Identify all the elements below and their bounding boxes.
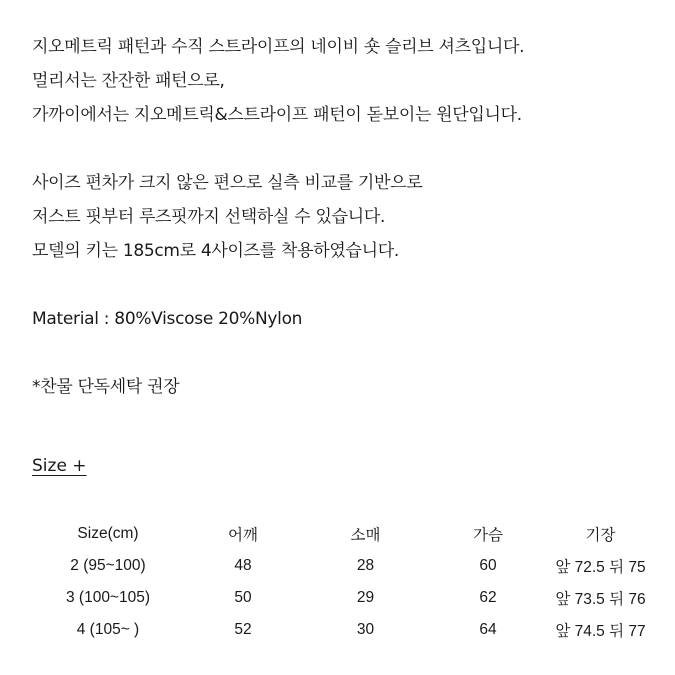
cell-size: 4 (105~ ) — [76, 621, 140, 638]
description-line: 지오메트릭 패턴과 수직 스트라이프의 네이비 숏 슬리브 셔츠입니다. — [32, 37, 525, 57]
product-description — [32, 30, 652, 404]
description-line: 모델의 키는 185cm로 4사이즈를 착용하였습니다. — [32, 241, 399, 261]
column-header-length: 기장 — [585, 527, 616, 544]
cell-sleeve: 28 — [356, 557, 375, 574]
description-line: 가까이에서는 지오메트릭&스트라이프 패턴이 돋보이는 원단입니다. — [32, 105, 522, 125]
cell-length: 앞 72.5 뒤 75 — [555, 559, 646, 576]
description-line: 저스트 핏부터 루즈핏까지 선택하실 수 있습니다. — [32, 207, 386, 227]
description-line: 사이즈 편차가 크지 않은 편으로 실측 비교를 기반으로 — [32, 173, 423, 193]
description-line: 멀리서는 잔잔한 패턴으로, — [32, 71, 225, 91]
cell-length: 앞 73.5 뒤 76 — [555, 591, 646, 608]
cell-chest: 64 — [479, 621, 497, 638]
material-line: Material : 80%Viscose 20%Nylon — [32, 309, 303, 329]
column-header-shoulder: 어깨 — [228, 527, 258, 544]
description-spacer — [32, 132, 652, 166]
table-row — [28, 582, 658, 614]
description-spacer — [32, 268, 652, 302]
cell-size: 2 (95~100) — [70, 557, 146, 574]
cell-shoulder: 48 — [234, 557, 252, 574]
cell-size: 3 (100~105) — [65, 589, 151, 606]
column-header-sleeve: 소매 — [350, 527, 381, 544]
cell-sleeve: 30 — [356, 621, 375, 638]
cell-chest: 62 — [479, 589, 497, 606]
size-section-title: Size + — [32, 456, 87, 476]
table-row — [28, 550, 658, 582]
care-line: *찬물 단독세탁 권장 — [32, 377, 180, 397]
column-header-chest: 가슴 — [473, 527, 503, 544]
table-header-row — [28, 518, 658, 550]
cell-length: 앞 74.5 뒤 77 — [555, 623, 646, 640]
cell-sleeve: 29 — [356, 589, 375, 606]
table-row — [28, 614, 658, 646]
description-spacer — [32, 336, 652, 370]
cell-shoulder: 50 — [234, 589, 252, 606]
cell-shoulder: 52 — [234, 621, 252, 638]
column-header-size: Size(cm) — [77, 525, 139, 542]
size-table — [28, 518, 658, 646]
cell-chest: 60 — [479, 557, 497, 574]
